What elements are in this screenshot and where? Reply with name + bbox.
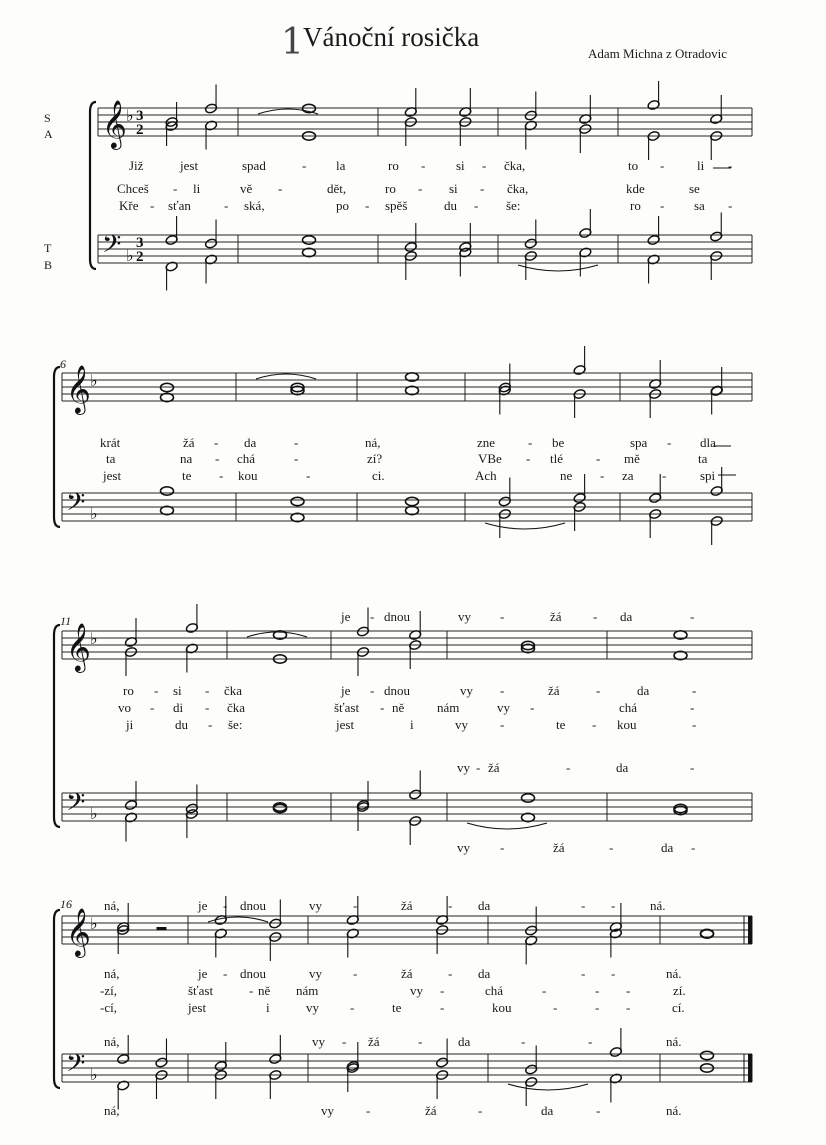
lyric-syllable: ro: [385, 181, 396, 196]
lyric-syllable: -: [278, 181, 283, 196]
tenor-note: [522, 794, 535, 802]
lyric-syllable: na: [180, 451, 193, 466]
lyric-syllable: -: [581, 966, 586, 981]
soprano-lyric-syllable: -: [690, 609, 695, 624]
time-signature: 2: [136, 122, 144, 138]
lyric-syllable: -: [302, 158, 307, 173]
lyric-syllable: te: [182, 468, 192, 483]
lyric-syllable: po: [336, 198, 349, 213]
bass-clef-icon: 𝄢: [102, 230, 122, 265]
lyric-syllable: chá: [619, 700, 638, 715]
lyric-syllable: -: [294, 435, 299, 450]
soprano-lyric-syllable: -: [370, 609, 375, 624]
tenor-lyric-syllable: da: [458, 1034, 471, 1049]
lyric-syllable: -: [370, 683, 375, 698]
lyric-syllable: še:: [228, 717, 243, 732]
lyric-syllable: -: [214, 435, 219, 450]
lyric-syllable: -: [500, 683, 505, 698]
slur: [247, 632, 307, 637]
lyric-syllable: vy: [497, 700, 510, 715]
lyric-syllable: kou: [238, 468, 258, 483]
lyric-syllable: se: [689, 181, 700, 196]
lyric-syllable: -: [596, 451, 601, 466]
lyric-syllable: -: [660, 198, 665, 213]
slur: [467, 823, 547, 829]
bass-lyric-syllable: žá: [425, 1103, 437, 1118]
lyric-syllable: -: [542, 983, 547, 998]
lyric-syllable: te: [392, 1000, 402, 1015]
lyric-syllable: la: [336, 158, 346, 173]
lyric-syllable: i: [410, 717, 414, 732]
lyric-syllable: ne: [560, 468, 573, 483]
lyric-syllable: nám: [437, 700, 460, 715]
bass-lyric-syllable: -: [478, 1103, 483, 1118]
tenor-note: [291, 497, 304, 505]
lyric-syllable: sa: [694, 198, 705, 213]
treble-clef-icon: 𝄞: [66, 907, 91, 956]
lyric-syllable: vy: [460, 683, 473, 698]
flat-icon: ♭: [126, 246, 134, 265]
soprano-lyric-syllable: ná,: [104, 898, 120, 913]
flat-icon: ♭: [90, 629, 98, 648]
slur: [508, 1084, 588, 1090]
soprano-lyric-syllable: da: [478, 898, 491, 913]
lyric-syllable: ro: [123, 683, 134, 698]
soprano-lyric-syllable: -: [611, 898, 616, 913]
lyric-syllable: li: [193, 181, 201, 196]
lyric-syllable: -: [690, 700, 695, 715]
lyric-syllable: ci.: [372, 468, 385, 483]
bass-lyric-syllable: -: [691, 840, 696, 855]
flat-icon: ♭: [90, 504, 98, 523]
bass-note: [303, 248, 316, 256]
lyric-syllable: zne: [477, 435, 496, 450]
composer-name: Adam Michna z Otradovic: [588, 46, 727, 61]
lyric-syllable: -: [350, 1000, 355, 1015]
bass-lyric-syllable: -: [596, 1103, 601, 1118]
tenor-lyric-syllable: vy: [312, 1034, 325, 1049]
tenor-note: [161, 487, 174, 495]
lyric-syllable: -: [440, 1000, 445, 1015]
lyric-syllable: -: [215, 451, 220, 466]
lyric-syllable: -: [205, 700, 210, 715]
lyric-syllable: li: [697, 158, 705, 173]
lyric-syllable: vy: [309, 966, 322, 981]
bass-lyric-syllable: da: [541, 1103, 554, 1118]
lyric-syllable: -: [526, 451, 531, 466]
system-bracket: [54, 367, 60, 527]
lyric-syllable: spad: [242, 158, 266, 173]
flat-icon: ♭: [90, 1065, 98, 1084]
tenor-lyric-syllable: -: [342, 1034, 347, 1049]
lyric-syllable: -: [224, 198, 229, 213]
soprano-note: [161, 383, 174, 391]
treble-clef-icon: 𝄞: [102, 99, 127, 148]
soprano-lyric-syllable: -: [353, 898, 358, 913]
lyric-syllable: -: [611, 966, 616, 981]
soprano-lyric-syllable: -: [448, 898, 453, 913]
lyric-syllable: dnou: [384, 683, 410, 698]
tenor-lyric-syllable: -: [521, 1034, 526, 1049]
soprano-lyric-syllable: -: [593, 609, 598, 624]
lyric-syllable: -: [596, 683, 601, 698]
voice-label-tenor: T: [44, 241, 52, 255]
voice-label-bass: B: [44, 258, 53, 272]
measure-number-6: 6: [60, 357, 66, 371]
lyric-syllable: ji: [126, 717, 134, 732]
lyric-syllable: -: [448, 966, 453, 981]
system-bracket: [90, 102, 96, 269]
lyric-syllable: -cí,: [100, 1000, 117, 1015]
soprano-lyric-syllable: -: [223, 898, 228, 913]
lyric-syllable: -: [528, 435, 533, 450]
flat-icon: ♭: [90, 914, 98, 933]
lyric-syllable: kou: [617, 717, 637, 732]
lyric-syllable: -: [553, 1000, 558, 1015]
lyric-syllable: -: [626, 1000, 631, 1015]
tenor-lyric-syllable: ná,: [104, 1034, 120, 1049]
lyric-syllable: jest: [188, 1000, 207, 1015]
lyric-syllable: kde: [626, 181, 645, 196]
lyric-syllable: žá: [548, 683, 560, 698]
lyric-syllable: mě: [624, 451, 640, 466]
lyric-syllable: dla: [700, 435, 716, 450]
lyric-syllable: du: [444, 198, 457, 213]
lyric-syllable: dnou: [240, 966, 266, 981]
lyric-syllable: kou: [492, 1000, 512, 1015]
bass-note: [406, 506, 419, 514]
lyric-syllable: čka,: [507, 181, 529, 196]
lyric-syllable: vy: [306, 1000, 319, 1015]
soprano-lyric-syllable: -: [500, 609, 505, 624]
bass-clef-icon: 𝄢: [66, 488, 86, 523]
soprano-lyric-syllable: je: [198, 898, 208, 913]
voice-label-alto: A: [44, 127, 53, 141]
flat-icon: ♭: [90, 371, 98, 390]
bass-note: [161, 506, 174, 514]
lyric-syllable: vě: [240, 181, 253, 196]
half-rest-icon: [156, 927, 166, 931]
slur: [518, 265, 598, 271]
bass-lyric-syllable: -: [609, 840, 614, 855]
lyric-syllable: žá: [183, 435, 195, 450]
tenor-note: [701, 1051, 714, 1059]
lyric-syllable: jest: [336, 717, 355, 732]
measure-number-11: 11: [60, 614, 72, 628]
alto-note: [406, 386, 419, 394]
lyric-syllable: -: [421, 158, 426, 173]
slur: [256, 374, 316, 379]
soprano-lyric-syllable: da: [620, 609, 633, 624]
soprano-lyric-syllable: vy: [458, 609, 471, 624]
system-bracket: [54, 625, 60, 827]
bass-note: [291, 513, 304, 521]
bass-clef-icon: 𝄢: [66, 1049, 86, 1084]
tenor-lyric-syllable: žá: [368, 1034, 380, 1049]
lyric-syllable: spa: [630, 435, 648, 450]
lyric-syllable: -: [600, 468, 605, 483]
lyric-syllable: -: [482, 158, 487, 173]
lyric-syllable: ta: [106, 451, 116, 466]
lyric-syllable: si: [449, 181, 458, 196]
title-number: 1: [281, 22, 304, 63]
tenor-lyric-syllable: -: [418, 1034, 423, 1049]
bass-lyric-syllable: -: [366, 1103, 371, 1118]
tenor-lyric-syllable: -: [690, 760, 695, 775]
lyric-syllable: zí?: [367, 451, 383, 466]
bass-lyric-syllable: ná,: [104, 1103, 120, 1118]
lyric-syllable: -: [667, 435, 672, 450]
tenor-lyric-syllable: -: [588, 1034, 593, 1049]
lyric-syllable: chá: [237, 451, 256, 466]
lyric-syllable: -zí,: [100, 983, 117, 998]
lyric-syllable: -: [306, 468, 311, 483]
lyric-syllable: -: [150, 700, 155, 715]
bass-lyric-syllable: ná.: [666, 1103, 682, 1118]
slur: [485, 523, 565, 529]
bass-clef-icon: 𝄢: [66, 788, 86, 823]
flat-icon: ♭: [90, 804, 98, 823]
lyric-syllable: ská,: [244, 198, 265, 213]
lyric-syllable: di: [173, 700, 184, 715]
lyric-syllable: i: [266, 1000, 270, 1015]
soprano-lyric-syllable: vy: [309, 898, 322, 913]
lyric-syllable: jest: [180, 158, 199, 173]
lyric-syllable: da: [244, 435, 257, 450]
lyric-syllable: -: [530, 700, 535, 715]
lyric-syllable: -: [595, 983, 600, 998]
treble-clef-icon: 𝄞: [66, 364, 91, 413]
bass-note: [522, 813, 535, 821]
lyric-syllable: -: [219, 468, 224, 483]
soprano-lyric-syllable: dnou: [240, 898, 266, 913]
lyric-syllable: -: [728, 198, 733, 213]
lyric-syllable: -: [205, 683, 210, 698]
lyric-syllable: si: [173, 683, 182, 698]
lyric-syllable: -: [365, 198, 370, 213]
lyric-syllable: je: [198, 966, 208, 981]
bass-lyric-syllable: žá: [553, 840, 565, 855]
lyric-syllable: sťan: [168, 198, 191, 213]
lyric-syllable: to: [628, 158, 639, 173]
lyric-syllable: vy: [455, 717, 468, 732]
lyric-syllable: -: [150, 198, 155, 213]
bass-lyric-syllable: vy: [321, 1103, 334, 1118]
lyric-syllable: da: [478, 966, 491, 981]
lyric-syllable: -: [380, 700, 385, 715]
page-title: Vánoční rosička: [303, 22, 480, 52]
treble-clef-icon: 𝄞: [66, 622, 91, 671]
lyric-syllable: -: [294, 451, 299, 466]
lyric-syllable: dět,: [327, 181, 347, 196]
lyric-syllable: du: [175, 717, 188, 732]
lyric-syllable: -: [418, 181, 423, 196]
lyric-syllable: -: [223, 966, 228, 981]
lyric-syllable: -: [249, 983, 254, 998]
soprano-lyric-syllable: dnou: [384, 609, 410, 624]
lyric-syllable: Již: [129, 158, 144, 173]
lyric-syllable: -: [474, 198, 479, 213]
lyric-syllable: je: [341, 683, 351, 698]
system-bracket: [54, 910, 60, 1088]
lyric-syllable: -: [692, 683, 697, 698]
lyric-syllable: ta: [698, 451, 708, 466]
lyric-syllable: -: [353, 966, 358, 981]
lyric-syllable: čka: [227, 700, 246, 715]
bass-lyric-syllable: -: [500, 840, 505, 855]
final-barline: [748, 916, 752, 944]
lyric-syllable: -: [440, 983, 445, 998]
lyric-syllable: -: [480, 181, 485, 196]
soprano-lyric-syllable: ná.: [650, 898, 666, 913]
bass-lyric-syllable: da: [661, 840, 674, 855]
lyric-syllable: vo: [118, 700, 131, 715]
lyric-syllable: -: [662, 468, 667, 483]
alto-note: [161, 393, 174, 401]
tenor-lyric-syllable: -: [566, 760, 571, 775]
lyric-syllable: ro: [630, 198, 641, 213]
lyric-syllable: be: [552, 435, 565, 450]
lyric-syllable: za: [622, 468, 634, 483]
lyric-syllable: tlé: [550, 451, 563, 466]
lyric-syllable: Kře: [119, 198, 139, 213]
soprano-lyric-syllable: žá: [550, 609, 562, 624]
lyric-syllable: da: [637, 683, 650, 698]
lyric-syllable: spěš: [385, 198, 408, 213]
lyric-syllable: čka: [224, 683, 243, 698]
lyric-syllable: ně: [258, 983, 271, 998]
time-signature: 3: [136, 235, 144, 251]
lyric-syllable: -: [728, 158, 733, 173]
lyric-syllable: -: [173, 181, 178, 196]
voice-label-soprano: S: [44, 111, 51, 125]
soprano-lyric-syllable: -: [581, 898, 586, 913]
lyric-syllable: -: [595, 1000, 600, 1015]
lyric-syllable: ro: [388, 158, 399, 173]
lyric-syllable: šťast: [188, 983, 214, 998]
lyric-syllable: ná,: [104, 966, 120, 981]
alto-note: [674, 651, 687, 659]
bass-lyric-syllable: vy: [457, 840, 470, 855]
lyric-syllable: cí.: [672, 1000, 685, 1015]
final-barline: [748, 1054, 752, 1082]
lyric-syllable: ná.: [666, 966, 682, 981]
lyric-syllable: -: [592, 717, 597, 732]
lyric-syllable: si: [456, 158, 465, 173]
tenor-lyric-syllable: ná.: [666, 1034, 682, 1049]
lyric-syllable: -: [660, 158, 665, 173]
lyric-syllable: ná,: [365, 435, 381, 450]
lyric-syllable: VBe: [478, 451, 502, 466]
flat-icon: ♭: [126, 106, 134, 125]
measure-number-16: 16: [60, 897, 72, 911]
lyric-syllable: še:: [506, 198, 521, 213]
lyric-syllable: zí.: [673, 983, 686, 998]
lyric-syllable: jest: [103, 468, 122, 483]
lyric-syllable: spi: [700, 468, 716, 483]
lyric-syllable: -: [208, 717, 213, 732]
time-signature: 3: [136, 108, 144, 124]
lyric-syllable: šťast: [334, 700, 360, 715]
lyric-syllable: -: [154, 683, 159, 698]
tenor-lyric-syllable: -: [476, 760, 481, 775]
lyric-syllable: -: [500, 717, 505, 732]
lyric-syllable: Chceš: [117, 181, 149, 196]
lyric-syllable: vy: [410, 983, 423, 998]
tenor-lyric-syllable: žá: [488, 760, 500, 775]
tenor-note: [303, 236, 316, 244]
soprano-lyric-syllable: žá: [401, 898, 413, 913]
lyric-syllable: žá: [401, 966, 413, 981]
time-signature: 2: [136, 249, 144, 265]
lyric-syllable: Ach: [475, 468, 497, 483]
lyric-syllable: ně: [392, 700, 405, 715]
soprano-lyric-syllable: je: [341, 609, 351, 624]
tenor-lyric-syllable: da: [616, 760, 629, 775]
lyric-syllable: krát: [100, 435, 121, 450]
lyric-syllable: čka,: [504, 158, 526, 173]
lyric-syllable: nám: [296, 983, 319, 998]
lyric-syllable: chá: [485, 983, 504, 998]
lyric-syllable: -: [692, 717, 697, 732]
tenor-lyric-syllable: vy: [457, 760, 470, 775]
lyric-syllable: te: [556, 717, 566, 732]
lyric-syllable: -: [626, 983, 631, 998]
tenor-note: [406, 497, 419, 505]
